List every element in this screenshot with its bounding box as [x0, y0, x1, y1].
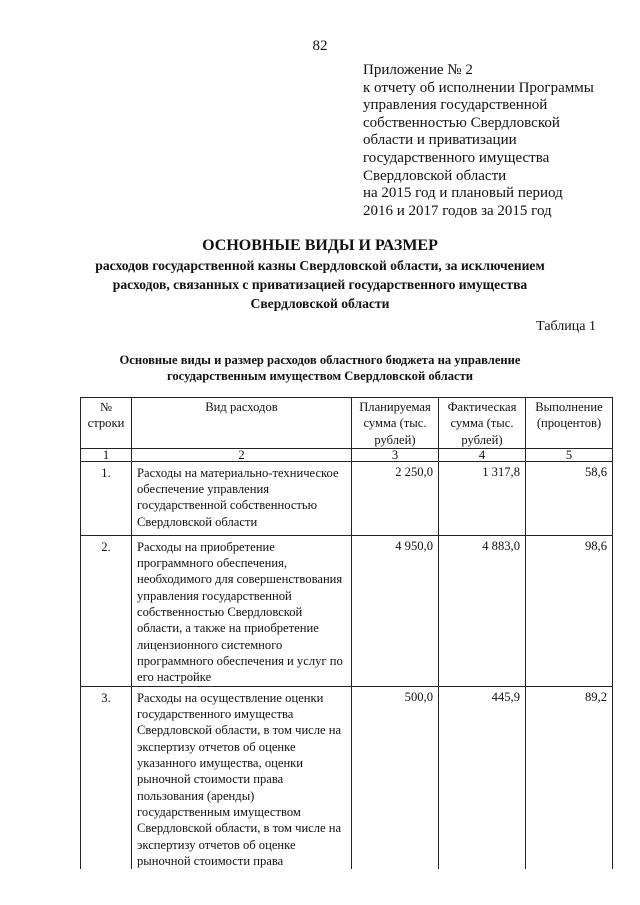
column-number: 1	[81, 448, 132, 461]
row-percent: 58,6	[526, 461, 613, 535]
row-percent: 89,2	[526, 686, 613, 869]
caption-line: государственным имуществом Свердловской области	[166, 369, 474, 383]
appendix-line: собственностью Свердловской	[363, 114, 560, 131]
title-subline: расходов, связанных с приватизацией государственного имущества	[112, 277, 528, 292]
row-actual: 4 883,0	[439, 535, 526, 686]
column-number-row	[81, 448, 613, 461]
appendix-note	[363, 62, 633, 220]
table-caption	[0, 352, 640, 384]
row-number: 1.	[81, 461, 132, 535]
table-row	[81, 535, 613, 686]
row-planned: 500,0	[352, 686, 439, 869]
appendix-line: 2016 и 2017 годов за 2015 год	[363, 202, 552, 219]
column-number: 2	[132, 448, 352, 461]
appendix-line: области и приватизации	[363, 132, 517, 149]
row-percent: 98,6	[526, 535, 613, 686]
appendix-line: на 2015 год и плановый период	[363, 185, 563, 202]
table-label: Таблица 1	[536, 319, 596, 334]
column-number: 3	[352, 448, 439, 461]
table-header-row	[81, 398, 613, 449]
column-number: 5	[526, 448, 613, 461]
expenses-table	[80, 397, 613, 869]
header-actual: Фактическая сумма (тыс. рублей)	[439, 398, 526, 449]
caption-line: Основные виды и размер расходов областного бюджета на управление	[119, 353, 521, 367]
appendix-line: к отчету об исполнении Программы	[363, 79, 594, 96]
header-percent: Выполнение (процентов)	[526, 398, 613, 449]
header-planned: Планируемая сумма (тыс. рублей)	[352, 398, 439, 449]
row-description: Расходы на приобретение программного обеспечения, необходимого для совершенствования управления государственной собственностью Свердловской области, а также на приобретение лицензионного системного программного обеспечения и услуг по его настройке	[132, 535, 352, 686]
table-row	[81, 686, 613, 869]
appendix-line: государственного имущества	[363, 149, 550, 166]
header-expense-type: Вид расходов	[132, 398, 352, 449]
row-number: 3.	[81, 686, 132, 869]
row-actual: 445,9	[439, 686, 526, 869]
title-heading: ОСНОВНЫЕ ВИДЫ И РАЗМЕР	[202, 237, 438, 254]
appendix-line: Свердловской области	[363, 167, 507, 184]
title-subline: расходов государственной казны Свердловской области, за исключением	[95, 258, 545, 273]
appendix-line: управления государственной	[363, 97, 548, 114]
row-description: Расходы на осуществление оценки государственного имущества Свердловской области, в том числе на экспертизу отчетов об оценке указанного имущества, оценки рыночной стоимости права пользования (аренды) государственным имуществом Свердловской области, в том числе на экспертизу отчетов об оценке рыночной стоимости права	[132, 686, 352, 869]
row-actual: 1 317,8	[439, 461, 526, 535]
row-planned: 2 250,0	[352, 461, 439, 535]
row-planned: 4 950,0	[352, 535, 439, 686]
document-title	[0, 236, 640, 313]
row-description: Расходы на материально-техническое обеспечение управления государственной собственностью Свердловской области	[132, 461, 352, 535]
title-subline: Свердловской области	[250, 296, 390, 311]
column-number: 4	[439, 448, 526, 461]
appendix-line: Приложение № 2	[363, 62, 473, 78]
table-row	[81, 461, 613, 535]
row-number: 2.	[81, 535, 132, 686]
page-number: 82	[312, 38, 328, 54]
header-row-number: № строки	[81, 398, 132, 449]
